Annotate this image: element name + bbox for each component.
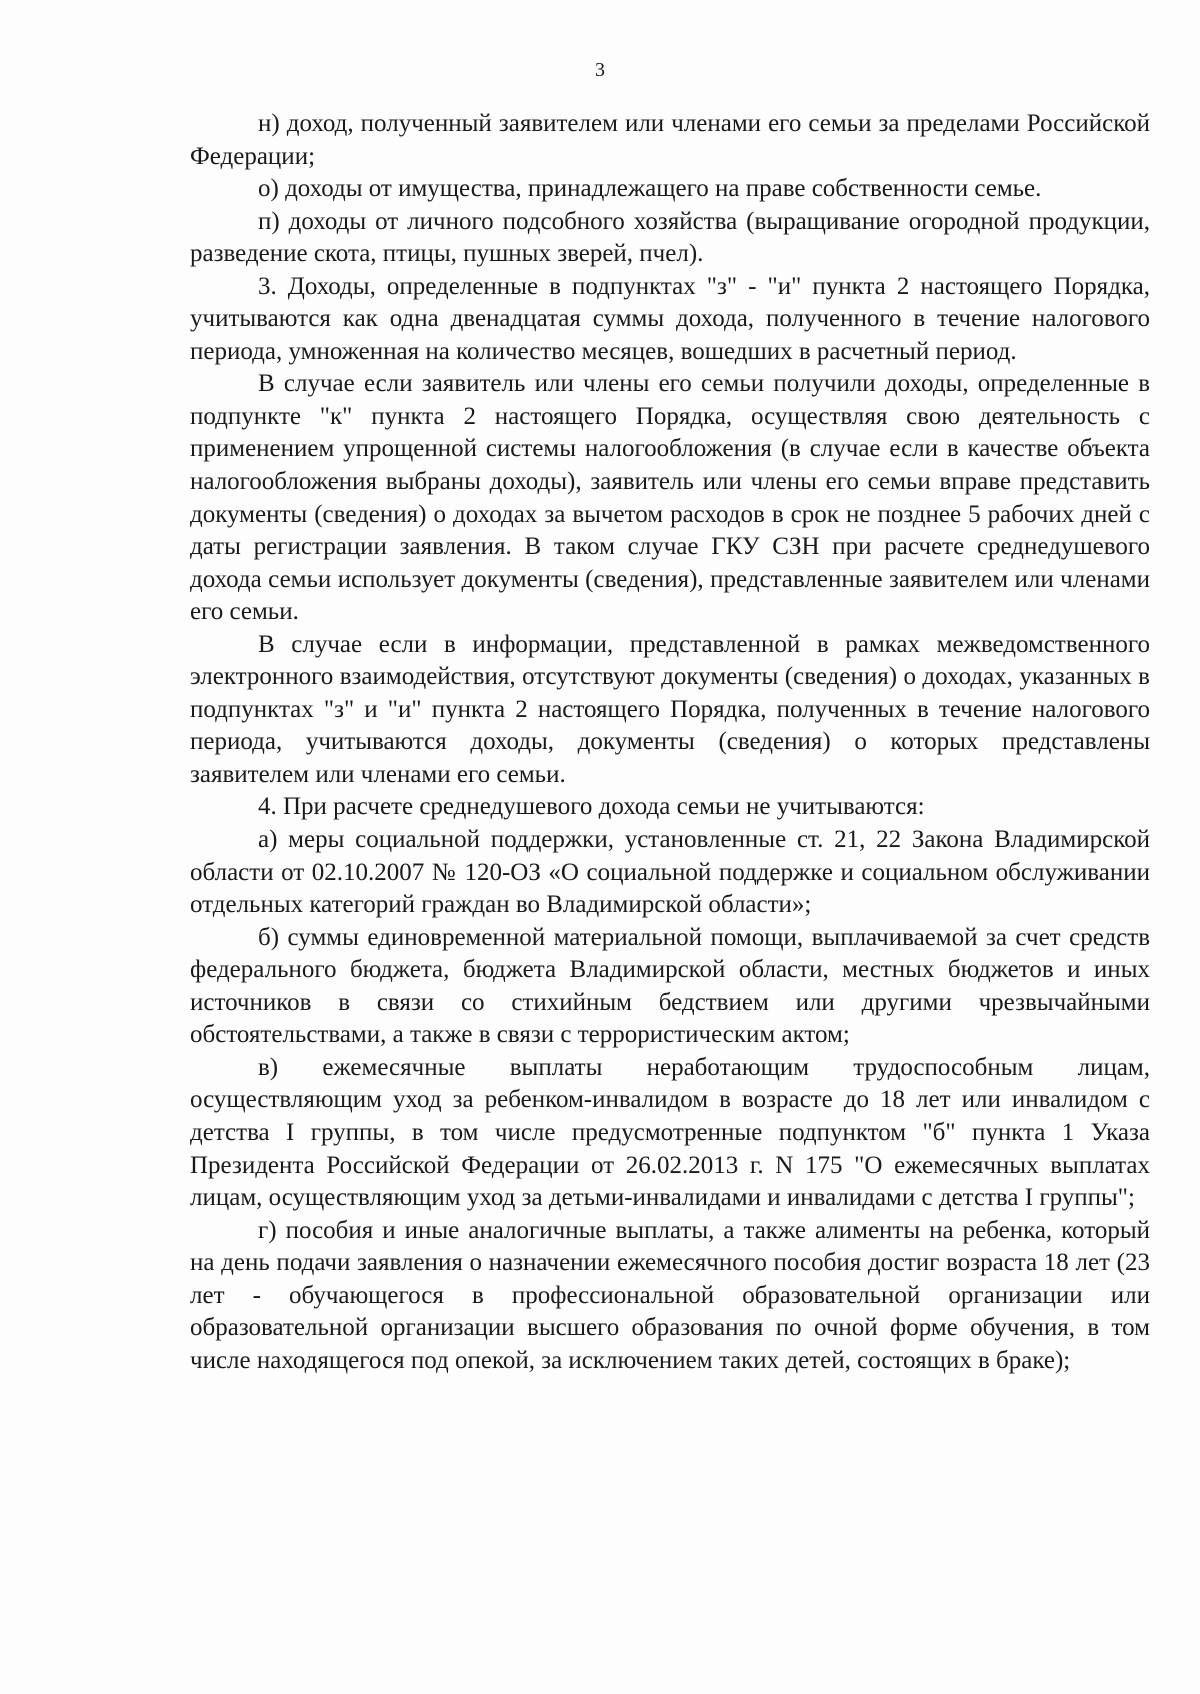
paragraph-interagency-info: В случае если в информации, представленной в рамках межведомственного электронного взаимодействия, отсутствуют документы (сведения) о доходах, указанных в подпунктах "з" и "и" пункта 2 настоящего Порядка, полученных в течение налогового периода, учитываются доходы, документы (сведения) о которых представлены заявителем или членами его семьи. <box>190 630 1150 788</box>
page-number: 3 <box>595 59 605 81</box>
paragraph-property-income: о) доходы от имущества, принадлежащего на праве собственности семье. <box>258 175 1042 203</box>
paragraph-item-a: а) меры социальной поддержки, установленные ст. 21, 22 Закона Владимирской области от 02.10.2007 № 120-ОЗ «О социальной поддержке и социальном обслуживании отдельных категорий граждан во Владимирской области»; <box>190 826 1150 919</box>
paragraph-item-g: г) пособия и иные аналогичные выплаты, а также алименты на ребенка, который на день подачи заявления о назначении ежемесячного пособия достиг возраста 18 лет (23 лет - обучающегося в профессиональной образовательной организации или образовательной организации высшего образования по очной форме обучения, в том числе находящегося под опекой, за исключением таких детей, состоящих в браке); <box>190 1216 1150 1374</box>
document-body <box>190 108 1150 1377</box>
paragraph-section-4: 4. При расчете среднедушевого дохода семьи не учитываются: <box>258 793 925 821</box>
paragraph-item-v: в) ежемесячные выплаты неработающим трудоспособным лицам, осуществляющим уход за ребенком-инвалидом в возрасте до 18 лет или инвалидом с детства I группы, в том числе предусмотренные подпунктом "б" пункта 1 Указа Президента Российской Федерации от 26.02.2013 г. N 175 "О ежемесячных выплатах лицам, осуществляющим уход за детьми-инвалидами и инвалидами с детства I группы"; <box>190 1053 1150 1212</box>
paragraph-section-3: 3. Доходы, определенные в подпунктах "з" - "и" пункта 2 настоящего Порядка, учитываются как одна двенадцатая суммы дохода, полученного в течение налогового периода, умноженная на количество месяцев, вошедших в расчетный период. <box>190 272 1150 365</box>
paragraph-household-income: п) доходы от личного подсобного хозяйства (выращивание огородной продукции, разведение скота, птицы, пушных зверей, пчел). <box>190 207 1150 268</box>
paragraph-income-abroad: н) доход, полученный заявителем или членами его семьи за пределами Российской Федерации; <box>190 110 1150 170</box>
paragraph-simplified-tax: В случае если заявитель или члены его семьи получили доходы, определенные в подпункте "к" пункта 2 настоящего Порядка, осуществляя свою деятельность с применением упрощенной системы налогообложения (в случае если в качестве объекта налогообложения выбраны доходы), заявитель или члены его семьи вправе представить документы (сведения) о доходах за вычетом расходов в срок не позднее 5 рабочих дней с даты регистрации заявления. В таком случае ГКУ СЗН при расчете среднедушевого дохода семьи использует документы (сведения), представленные заявителем или членами его семьи. <box>190 370 1150 626</box>
paragraph-item-b: б) суммы единовременной материальной помощи, выплачиваемой за счет средств федерального бюджета, бюджета Владимирской области, местных бюджетов и иных источников в связи со стихийным бедствием или другими чрезвычайными обстоятельствами, а также в связи с террористическим актом; <box>190 923 1150 1049</box>
